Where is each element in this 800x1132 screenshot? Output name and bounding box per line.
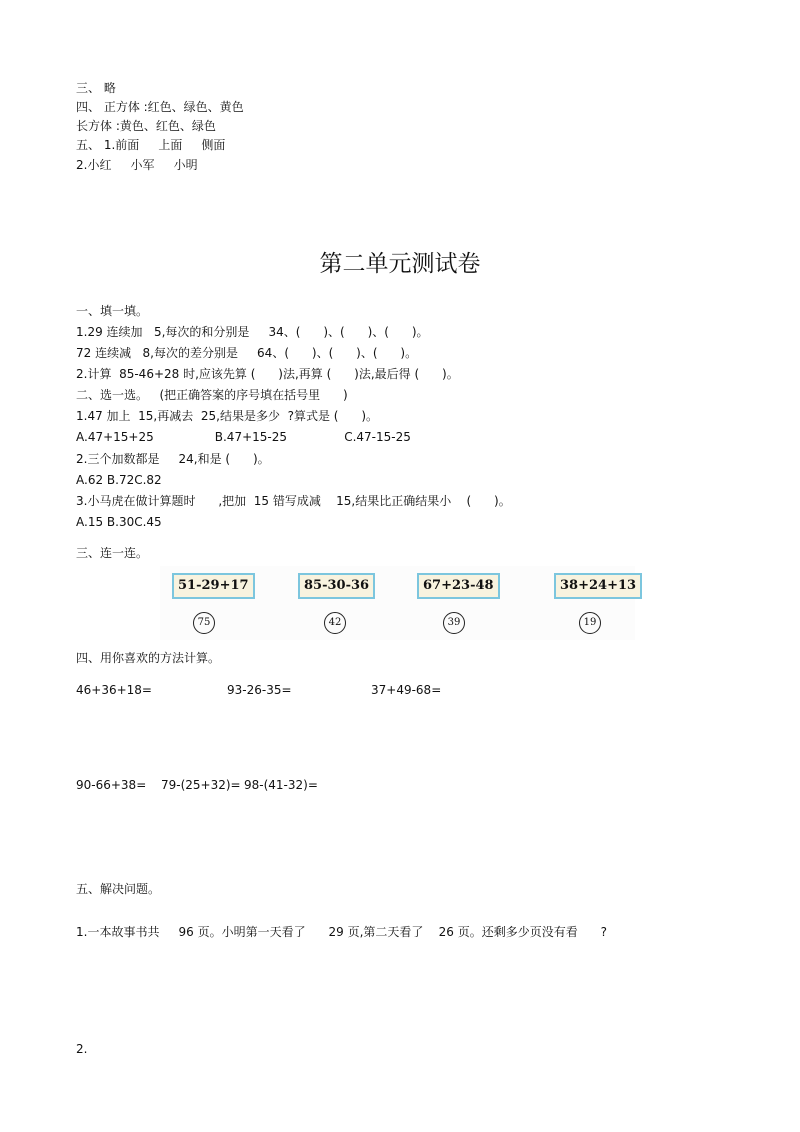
section2-question-2: 2.三个加数都是 24,和是 ( )。	[76, 452, 270, 466]
expression-card: 85-30-36	[298, 573, 375, 599]
section5-question-2: 2.	[76, 1042, 88, 1056]
calc-item: 46+36+18=	[76, 683, 152, 697]
answer-circle: 39	[443, 612, 465, 634]
section2-question-3-options: A.15 B.30C.45	[76, 515, 162, 529]
section2-heading: 二、选一选。 (把正确答案的序号填在括号里 )	[76, 388, 348, 402]
expression-card: 67+23-48	[417, 573, 500, 599]
answer-circle: 19	[579, 612, 601, 634]
section1-question-1b: 72 连续减 8,每次的差分别是 64、( )、( )、( )。	[76, 346, 418, 360]
calc-item: 79-(25+32)=	[161, 778, 241, 792]
answer-line-1: 三、 略	[76, 81, 116, 95]
expression-card: 38+24+13	[554, 573, 642, 599]
answer-line-4: 五、 1.前面 上面 侧面	[76, 138, 226, 152]
expression-card: 51-29+17	[172, 573, 255, 599]
section4-heading: 四、用你喜欢的方法计算。	[76, 651, 221, 665]
section3-heading: 三、连一连。	[76, 546, 149, 560]
section1-question-2: 2.计算 85-46+28 时,应该先算 ( )法,再算 ( )法,最后得 ( )。	[76, 367, 459, 381]
calc-item: 98-(41-32)=	[244, 778, 318, 792]
calc-item: 37+49-68=	[371, 683, 442, 697]
section5-heading: 五、解决问题。	[76, 882, 161, 896]
section1-question-1: 1.29 连续加 5,每次的和分别是 34、( )、( )、( )。	[76, 325, 429, 339]
answer-line-5: 2.小红 小军 小明	[76, 158, 198, 172]
section5-question-1: 1.一本故事书共 96 页。小明第一天看了 29 页,第二天看了 26 页。还剩多少页没有看 ?	[76, 925, 607, 939]
page-title: 第二单元测试卷	[319, 251, 481, 277]
answer-line-3: 长方体 :黄色、红色、绿色	[76, 119, 216, 133]
section2-question-1-options: A.47+15+25 B.47+15-25 C.47-15-25	[76, 430, 411, 444]
calc-item: 90-66+38=	[76, 778, 147, 792]
section1-heading: 一、填一填。	[76, 304, 149, 318]
answer-circle: 75	[193, 612, 215, 634]
answer-circle: 42	[324, 612, 346, 634]
section2-question-2-options: A.62 B.72C.82	[76, 473, 162, 487]
answer-line-2: 四、 正方体 :红色、绿色、黄色	[76, 100, 244, 114]
section2-question-1: 1.47 加上 15,再减去 25,结果是多少 ?算式是 ( )。	[76, 409, 379, 423]
calc-item: 93-26-35=	[227, 683, 292, 697]
section2-question-3: 3.小马虎在做计算题时 ,把加 15 错写成减 15,结果比正确结果小 ( )。	[76, 494, 511, 508]
